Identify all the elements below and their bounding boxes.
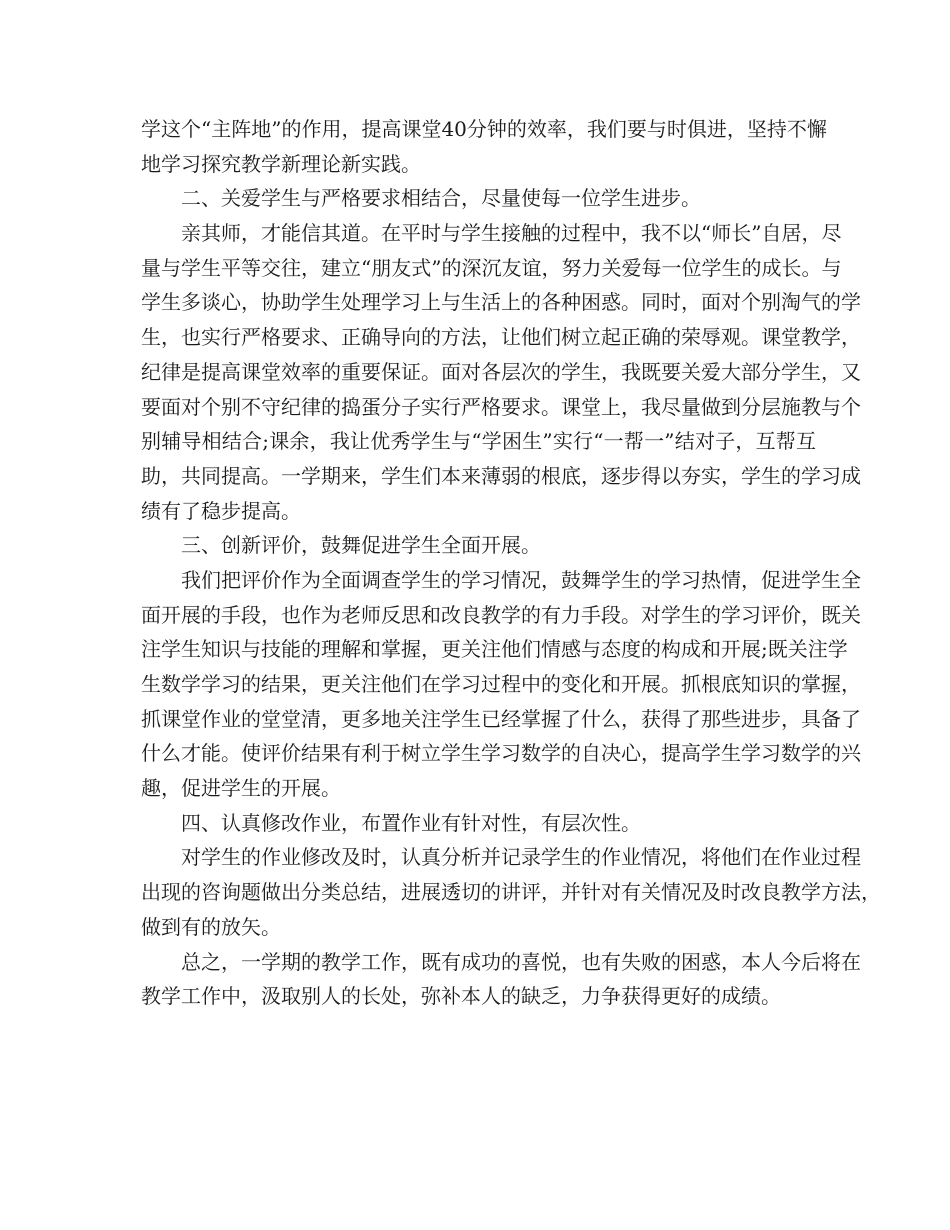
text-line: 纪律是提高课堂效率的重要保证。面对各层次的学生，我既要关爱大部分学生，又 xyxy=(141,359,861,384)
section-heading: 三、创新评价，鼓舞促进学生全面开展。 xyxy=(181,533,541,558)
text-line: 学生多谈心，协助学生处理学习上与生活上的各种困惑。同时，面对个别淘气的学 xyxy=(141,290,861,315)
text-line: 学这个“主阵地”的作用，提高课堂40分钟的效率，我们要与时俱进，坚持不懈 xyxy=(141,117,827,141)
text-line: 要面对个别不守纪律的捣蛋分子实行严格要求。课堂上，我尽量做到分层施教与个 xyxy=(141,394,861,419)
section-heading: 四、认真修改作业，布置作业有针对性，有层次性。 xyxy=(181,810,641,835)
text-line: 注学生知识与技能的理解和掌握，更关注他们情感与态度的构成和开展;既关注学 xyxy=(141,637,848,662)
text-line: 我们把评价作为全面调查学生的学习情况，鼓舞学生的学习热情，促进学生全 xyxy=(181,567,861,592)
text-line: 对学生的作业修改及时，认真分析并记录学生的作业情况，将他们在作业过程 xyxy=(181,845,861,870)
text-line: 总之，一学期的教学工作，既有成功的喜悦，也有失败的困惑，本人今后将在 xyxy=(181,949,861,974)
text-line: 量与学生平等交往，建立“朋友式”的深沉友谊，努力关爱每一位学生的成长。与 xyxy=(141,255,842,280)
text-line: 生，也实行严格要求、正确导向的方法，让他们树立起正确的荣辱观。课堂教学， xyxy=(141,325,861,350)
document-body xyxy=(141,112,881,1014)
text-line: 教学工作中，汲取别人的长处，弥补本人的缺乏，力争获得更好的成绩。 xyxy=(141,984,781,1009)
text-line: 出现的咨询题做出分类总结，进展透切的讲评，并针对有关情况及时改良教学方法， xyxy=(141,880,881,905)
text-line: 什么才能。使评价结果有利于树立学生学习数学的自决心，提高学生学习数学的兴 xyxy=(141,741,861,766)
text-line: 抓课堂作业的堂堂清，更多地关注学生已经掌握了什么，获得了那些进步，具备了 xyxy=(141,706,861,731)
text-line: 做到有的放矢。 xyxy=(141,914,281,939)
text-line: 亲其师，才能信其道。在平时与学生接触的过程中，我不以“师长”自居，尽 xyxy=(181,221,842,246)
text-line: 助，共同提高。一学期来，学生们本来薄弱的根底，逐步得以夯实，学生的学习成 xyxy=(141,463,861,488)
text-line: 趣，促进学生的开展。 xyxy=(141,776,341,801)
text-line: 绩有了稳步提高。 xyxy=(141,498,301,523)
text-line: 别辅导相结合;课余，我让优秀学生与“学困生”实行“一帮一”结对子，互帮互 xyxy=(141,429,816,454)
section-heading: 二、关爱学生与严格要求相结合，尽量使每一位学生进步。 xyxy=(181,186,701,211)
text-line: 生数学学习的结果，更关注他们在学习过程中的变化和开展。抓根底知识的掌握， xyxy=(141,672,861,696)
text-line: 面开展的手段，也作为老师反思和改良教学的有力手段。对学生的学习评价，既关 xyxy=(141,602,861,627)
text-line: 地学习探究教学新理论新实践。 xyxy=(141,151,421,176)
